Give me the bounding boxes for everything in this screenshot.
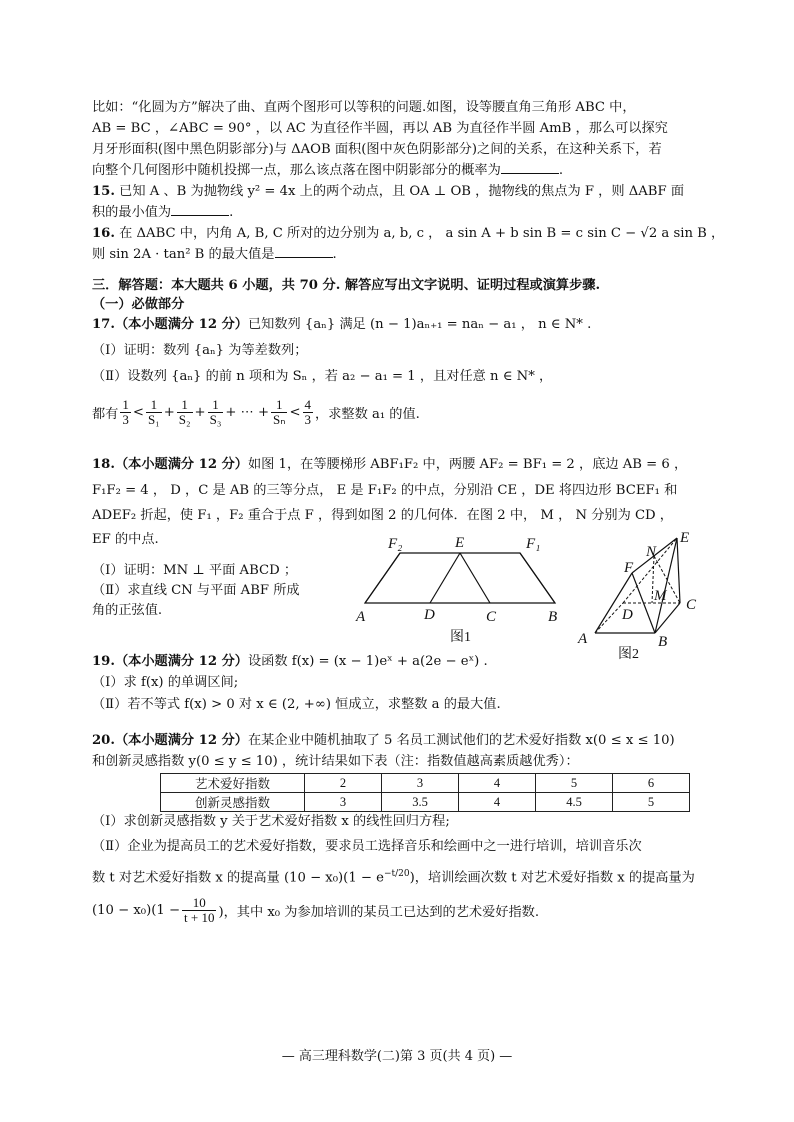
q16-end: . [332,247,337,262]
table-cell: 3 [305,793,382,812]
q18-line-1 [92,455,712,475]
q20-p4b: )，其中 x₀ 为参加培训的某员工已达到的艺术爱好指数. [218,904,540,920]
q20-data-table [160,773,690,812]
q18-part-1: （Ⅰ）证明：MN ⊥ 平面 ABCD ； [92,563,298,578]
q15-text: 已知 A 、B 为抛物线 y² = 4x 上的两个动点，且 OA ⊥ OB ，抛物线的焦点为 F ，则 ΔABF 面 [119,184,685,199]
q20-head: 20.（本小题满分 12 分） [92,733,248,748]
frac-s2: $\frac{1}{\text{S₂}}$ [178,396,191,427]
intro-line-1: 比如：“化圆为方”解决了曲、直两个图形可以等积的问题.如图，设等腰直角三角形 ABC 中， [92,100,636,115]
q19-head: 19.（本小题满分 12 分） [92,654,248,669]
q15-number: 15. [92,184,115,199]
intro-line-4-text: 向整个几何图形中随机投掷一点，那么该点落在图中阴影部分的概率为 [92,163,501,178]
label-a2: A [578,631,588,647]
dots: + ⋯ + [225,404,270,420]
q17-head: 17.（本小题满分 12 分） [92,317,248,332]
lt-2: < [289,404,301,420]
label-a: A [356,609,366,625]
label-c: C [486,609,497,625]
q15-line-2 [92,203,712,223]
q20-p4a: (10 − x₀)(1 − [92,902,181,918]
q18-line-3: ADEF₂ 折起，使 F₁ ，F₂ 重合于点 F ，得到如图 2 的几何体．在图 2 中， M ， N 分别为 CD ， [92,508,673,523]
intro-line-3: 月牙形面积(图中黑色阴影部分)与 ΔAOB 面积(图中灰色阴影部分)之间的关系，在这种关系下，若 [92,142,662,157]
q16-line-2 [92,245,712,265]
intro-line-4-end: . [558,163,564,178]
q18-l1: 如图 1，在等腰梯形 ABF₁F₂ 中，两腰 AF₂ = BF₁ = 2 ，底边 AB = 6 ， [247,457,688,472]
q17-part-2: （Ⅱ）设数列 {aₙ} 的前 n 项和为 Sₙ ，若 a₂ − a₁ = 1 ，且对任意 n ∈ N* ， [92,369,553,384]
label-n: N [646,544,657,560]
table-cell: 4.5 [536,793,613,812]
q18-head: 18.（本小题满分 12 分） [92,457,248,472]
lt-1: < [132,404,144,420]
trapezoid-outline [365,553,555,603]
q19-part-1: （Ⅰ）求 f(x) 的单调区间; [92,675,239,690]
edge-af2 [365,553,400,603]
q20-part-2: （Ⅱ）企业为提高员工的艺术爱好指数，要求员工选择音乐和绘画中之一进行培训，培训音乐次 [92,839,642,854]
answer-blank-16 [275,245,333,258]
table-cell: 2 [305,774,382,793]
answer-blank-14 [501,161,559,174]
plus-1: + [163,404,175,420]
label-e: E [455,535,465,551]
section-3-subtitle: （一）必做部分 [92,297,185,312]
edge-ce [460,553,490,603]
table-cell: 4 [459,793,536,812]
label-f: F [624,560,634,576]
label-b2: B [658,634,668,650]
q17-inequality-line [92,392,712,432]
table-row [161,793,690,812]
q20-part-1: （Ⅰ）求创新灵感指数 y 关于艺术爱好指数 x 的线性回归方程; [92,814,450,829]
edge-de [430,553,460,603]
label-f2: F₂ [388,536,403,552]
label-m: M [654,588,667,604]
frac-s3: $\frac{1}{\text{S₃}}$ [209,396,222,427]
q19-part-2: （Ⅱ）若不等式 f(x) > 0 对 x ∈ (2, +∞) 恒成立，求整数 a 的最大值. [92,697,501,712]
q16-number: 16. [92,226,115,241]
page-footer: — 高三理科数学(二)第 3 页(共 4 页) — [281,1049,513,1064]
q16-text-2: 则 sin 2A · tan² B 的最大值是 [92,247,275,262]
q17-line-1 [92,315,712,335]
table-cell: 3.5 [382,793,459,812]
answer-blank-15 [171,203,229,216]
q20-p3a: 数 t 对艺术爱好指数 x 的提高量 (10 − x₀)(1 − e [92,870,384,886]
figure-1-trapezoid [350,533,580,648]
frac-left: $\frac{1}{3}$ [122,396,129,427]
figure-1-caption: 图1 [450,630,471,645]
edge-af [595,573,632,633]
q16-text: 在 ΔABC 中，内角 A, B, C 所对的边分别为 a, b, c ， a sin A + b sin B = c sin C − √2 a sin B ， [119,226,725,241]
intro-line-2: AB = BC ，∠ABC = 90° ，以 AC 为直径作半圆，再以 AB 为直径作半圆 AmB ，那么可以探究 [92,121,668,136]
q17-part-1: （Ⅰ）证明：数列 {aₙ} 为等差数列； [92,343,308,358]
q20-p3b: )，培训绘画次数 t 对艺术爱好指数 x 的提高量为 [409,870,695,886]
edge-bf1 [520,553,555,603]
table-row-label: 创新灵感指数 [161,793,305,812]
label-d2: D [622,607,633,623]
frac-right: $\frac{4}{3}$ [304,396,312,427]
table-cell: 3 [382,774,459,793]
q19-line-1 [92,652,712,672]
q17-p3-pre: 都有 [92,406,119,422]
table-cell: 6 [613,774,690,793]
section-3-title: 三．解答题：本大题共 6 小题，共 70 分. 解答应写出文字说明、证明过程或演算步骤. [92,278,601,293]
q20-exponent: −t/20 [383,869,410,879]
q17-text: 已知数列 {aₙ} 满足 (n − 1)aₙ₊₁ = naₙ − a₁ ， n ∈ N* . [247,317,592,332]
q20-line-2: 和创新灵感指数 y(0 ≤ y ≤ 10) ，统计结果如下表（注：指数值越高素质越优秀）： [92,754,579,769]
q17-p3-post: ，求整数 a₁ 的值. [315,406,420,422]
label-f1: F₁ [526,536,541,552]
label-c2: C [686,597,697,613]
label-d: D [424,607,435,623]
edge-ad-hidden [595,603,623,633]
table-row-label: 艺术爱好指数 [161,774,305,793]
q15-text-2: 积的最小值为 [92,205,172,220]
figure-2-solid [570,528,710,663]
q16-line-1 [92,224,725,244]
q19-text: 设函数 f(x) = (x − 1)eˣ + a(2e − eˣ) . [247,654,488,669]
q18-line-4: EF 的中点. [92,532,159,547]
label-b: B [548,609,558,625]
label-e2: E [680,530,690,546]
table-cell: 5 [613,793,690,812]
q20-line-1 [92,731,712,751]
q20-l1: 在某企业中随机抽取了 5 名员工测试他们的艺术爱好指数 x(0 ≤ x ≤ 10) [247,733,675,748]
frac-s1: $\frac{1}{\text{S₁}}$ [147,396,160,427]
intro-line-4 [92,161,712,181]
q20-part-4 [92,890,712,930]
frac-10-over-t10: $\frac{10}{t + 10}$ [184,894,215,925]
table-cell: 5 [536,774,613,793]
q18-line-2: F₁F₂ = 4 ， D ，C 是 AB 的三等分点， E 是 F₁F₂ 的中点，分别沿 CE ，DE 将四边形 BCEF₁ 和 [92,483,678,498]
q18-part-2b: 角的正弦值. [92,603,163,618]
edge-ec [677,538,680,603]
figure-2-caption: 图2 [618,647,639,662]
q18-part-2a: （Ⅱ）求直线 CN 与平面 ABF 所成 [92,583,300,598]
frac-sn: $\frac{1}{\text{Sₙ}}$ [273,396,286,427]
q15-end: . [229,205,234,220]
table-row [161,774,690,793]
plus-2: + [194,404,206,420]
q20-part-3 [92,864,712,888]
q15-line-1 [92,182,712,202]
table-cell: 4 [459,774,536,793]
